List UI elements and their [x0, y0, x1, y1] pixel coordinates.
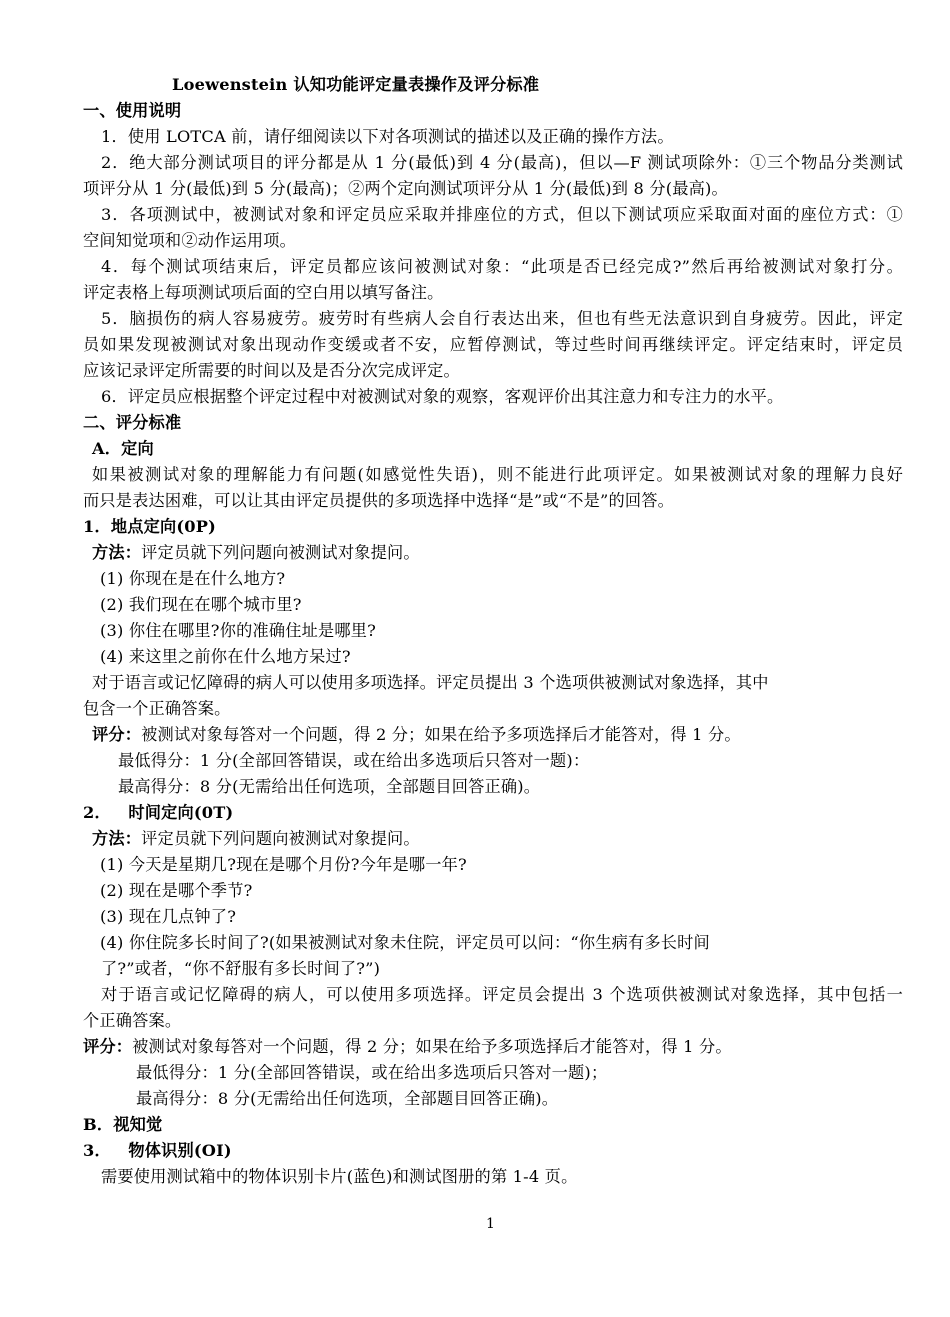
- item1-note-2: 包含一个正确答案。: [83, 699, 231, 718]
- subsection-a-intro-2: 而只是表达困难，可以让其由评定员提供的多项选择中选择“是”或“不是”的回答。: [83, 491, 675, 510]
- item2-score-label: 评分：: [83, 1037, 133, 1056]
- item2-score: [83, 1034, 732, 1060]
- item2-question-4: (4) 你住院多长时间了?(如果被测试对象未住院，评定员可以问：“你生病有多长时间: [100, 933, 710, 952]
- section1-line-8: 5．脑损伤的病人容易疲劳。疲劳时有些病人会自行表达出来，但也有些无法意识到自身疲劳。因此，评定: [101, 309, 903, 328]
- item2-question-1: (1) 今天是星期几?现在是哪个月份?今年是哪一年?: [100, 855, 467, 874]
- item2-note-2: 个正确答案。: [83, 1011, 182, 1030]
- item2-question-4-cont: 了?”或者，“你不舒服有多长时间了?”): [101, 959, 381, 978]
- section1-line-5: 空间知觉项和②动作运用项。: [83, 231, 297, 250]
- section1-line-6: 4．每个测试项结束后，评定员都应该问被测试对象：“此项是否已经完成?”然后再给被测试对象打分。: [101, 257, 903, 276]
- section1-line-9: 员如果发现被测试对象出现动作变缓或者不安，应暂停测试，等过些时间再继续评定。评定结束时，评定员: [83, 335, 903, 354]
- item1-method: [92, 540, 420, 566]
- item2-method-label: 方法：: [92, 829, 142, 848]
- document-title: Loewenstein 认知功能评定量表操作及评分标准: [172, 75, 540, 94]
- item2-min-score: 最低得分：1 分(全部回答错误，或在给出多选项后只答对一题)；: [136, 1063, 608, 1082]
- section1-line-3: 项评分从 1 分(最低)到 5 分(最高)；②两个定向测试项评分从 1 分(最低)到 8 分(最高)。: [83, 179, 728, 198]
- item1-question-2: (2) 我们现在在哪个城市里?: [100, 595, 302, 614]
- item1-heading: 1．地点定向(0P): [83, 517, 216, 536]
- section1-line-4: 3．各项测试中，被测试对象和评定员应采取并排座位的方式，但以下测试项应采取面对面的座位方式：①: [101, 205, 903, 224]
- item1-score-label: 评分：: [92, 725, 142, 744]
- subsection-a-intro-1: 如果被测试对象的理解能力有问题(如感觉性失语)，则不能进行此项评定。如果被测试对象的理解力良好: [92, 465, 903, 484]
- section1-heading: 一、使用说明: [83, 101, 182, 120]
- item1-method-text: 评定员就下列问题向被测试对象提问。: [141, 543, 420, 562]
- item2-max-score: 最高得分：8 分(无需给出任何选项，全部题目回答正确)。: [136, 1089, 559, 1108]
- subsection-a-heading: A．定向: [92, 439, 154, 458]
- item2-score-text: 被测试对象每答对一个问题，得 2 分；如果在给予多项选择后才能答对，得 1 分。: [132, 1037, 732, 1056]
- item2-question-3: (3) 现在几点钟了?: [100, 907, 237, 926]
- item1-question-3: (3) 你住在哪里?你的准确住址是哪里?: [100, 621, 377, 640]
- item1-method-label: 方法：: [92, 543, 142, 562]
- section1-line-7: 评定表格上每项测试项后面的空白用以填写备注。: [83, 283, 444, 302]
- item1-score: [92, 722, 741, 748]
- item1-note-1: 对于语言或记忆障碍的病人可以使用多项选择。评定员提出 3 个选项供被测试对象选择，其中: [92, 673, 769, 692]
- section1-line-10: 应该记录评定所需要的时间以及是否分次完成评定。: [83, 361, 460, 380]
- page-number: 1: [486, 1216, 496, 1232]
- item1-max-score: 最高得分：8 分(无需给出任何选项，全部题目回答正确)。: [118, 777, 541, 796]
- section1-line-1: 1．使用 LOTCA 前，请仔细阅读以下对各项测试的描述以及正确的操作方法。: [101, 127, 674, 146]
- item2-method-text: 评定员就下列问题向被测试对象提问。: [141, 829, 420, 848]
- item1-min-score: 最低得分：1 分(全部回答错误，或在给出多选项后只答对一题)：: [118, 751, 590, 770]
- item1-question-4: (4) 来这里之前你在什么地方呆过?: [100, 647, 351, 666]
- section1-line-11: 6．评定员应根据整个评定过程中对被测试对象的观察，客观评价出其注意力和专注力的水平。: [101, 387, 784, 406]
- item3-text: 需要使用测试箱中的物体识别卡片(蓝色)和测试图册的第 1-4 页。: [101, 1167, 578, 1186]
- item3-heading: 3． 物体识别(OI): [83, 1141, 232, 1160]
- section1-line-2: 2．绝大部分测试项目的评分都是从 1 分(最低)到 4 分(最高)，但以—F 测试项除外：①三个物品分类测试: [101, 153, 903, 172]
- item2-heading: 2． 时间定向(0T): [83, 803, 234, 822]
- item1-score-text: 被测试对象每答对一个问题，得 2 分；如果在给予多项选择后才能答对，得 1 分。: [141, 725, 741, 744]
- item2-note-1: 对于语言或记忆障碍的病人，可以使用多项选择。评定员会提出 3 个选项供被测试对象选择，其中包括一: [101, 985, 903, 1004]
- item1-question-1: (1) 你现在是在什么地方?: [100, 569, 286, 588]
- subsection-b-heading: B．视知觉: [83, 1115, 163, 1134]
- item2-question-2: (2) 现在是哪个季节?: [100, 881, 253, 900]
- item2-method: [92, 826, 420, 852]
- section2-heading: 二、评分标准: [83, 413, 182, 432]
